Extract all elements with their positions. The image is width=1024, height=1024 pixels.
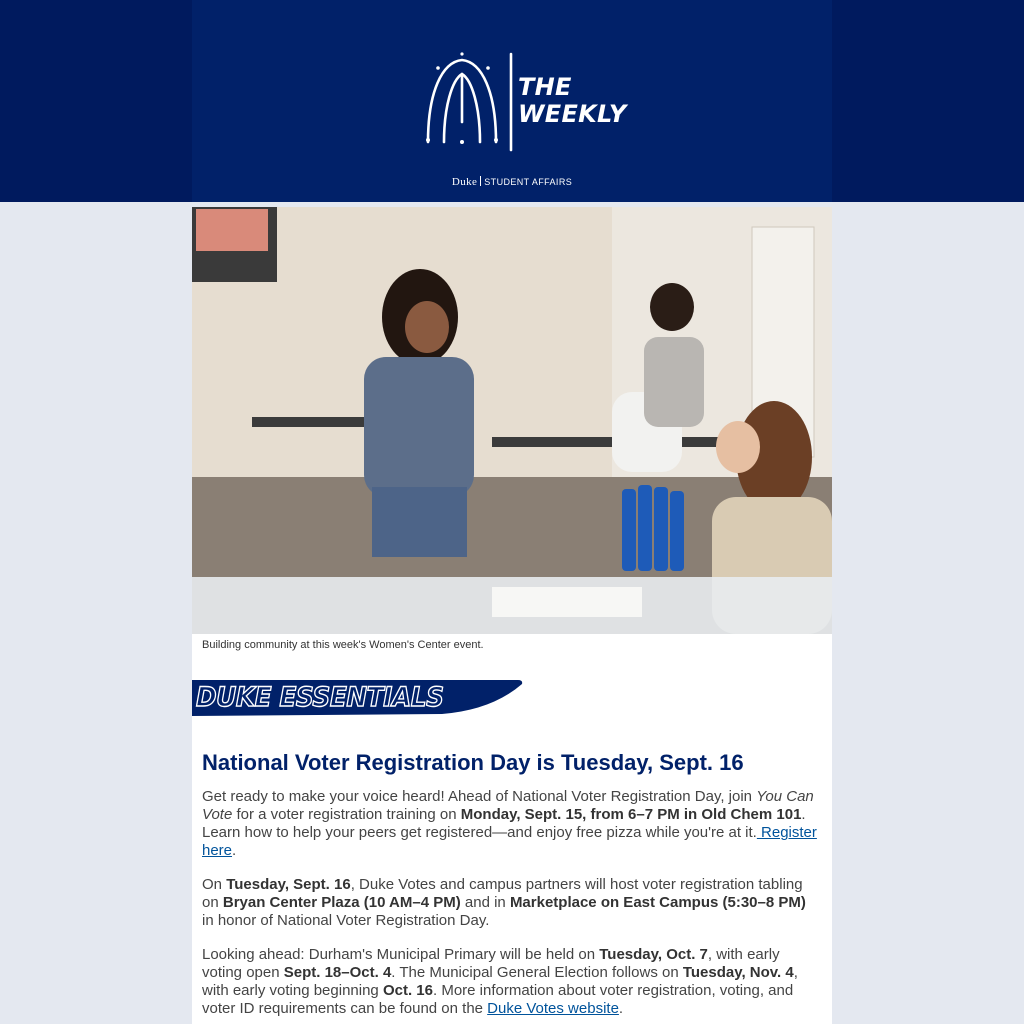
section-banner-title: DUKE ESSENTIALS (196, 682, 444, 713)
newsletter-title: THE WEEKLY (518, 73, 627, 128)
photo-caption: Building community at this week's Women's Center event. (202, 639, 484, 651)
masthead (192, 0, 832, 202)
content-area (192, 634, 832, 1024)
hero-photo (192, 207, 832, 634)
register-here-link[interactable]: Register here (202, 824, 817, 859)
article-paragraph-2: On Tuesday, Sept. 16, Duke Votes and campus partners will host voter registration tabling on Bryan Center Plaza (10 AM–4 PM) and in Marketplace on East Campus (5:30–8 PM) in honor of National Voter Registration Day. (202, 876, 806, 929)
article-paragraph-1: Get ready to make your voice heard! Ahead of National Voter Registration Day, join You Can Vote for a voter registration training on Monday, Sept. 15, from 6–7 PM in Old Chem 101. Learn how to help your peers get registered—and enjoy free pizza while you're at it. Register here. (202, 788, 817, 859)
department-wordmark: Duke STUDENT AFFAIRS (451, 176, 573, 188)
duke-votes-website-link[interactable]: Duke Votes website (487, 1000, 619, 1017)
email-column (192, 0, 832, 1024)
article-title: National Voter Registration Day is Tuesday, Sept. 16 (202, 750, 744, 775)
article-paragraph-3: Looking ahead: Durham's Municipal Primary will be held on Tuesday, Oct. 7, with early voting open Sept. 18–Oct. 4. The Municipal General Election follows on Tuesday, Nov. 4, with early voting beginning Oct. 16. More information about voter registration, voting, and voter ID requirements can be found on the Duke Votes website. (202, 946, 798, 1017)
